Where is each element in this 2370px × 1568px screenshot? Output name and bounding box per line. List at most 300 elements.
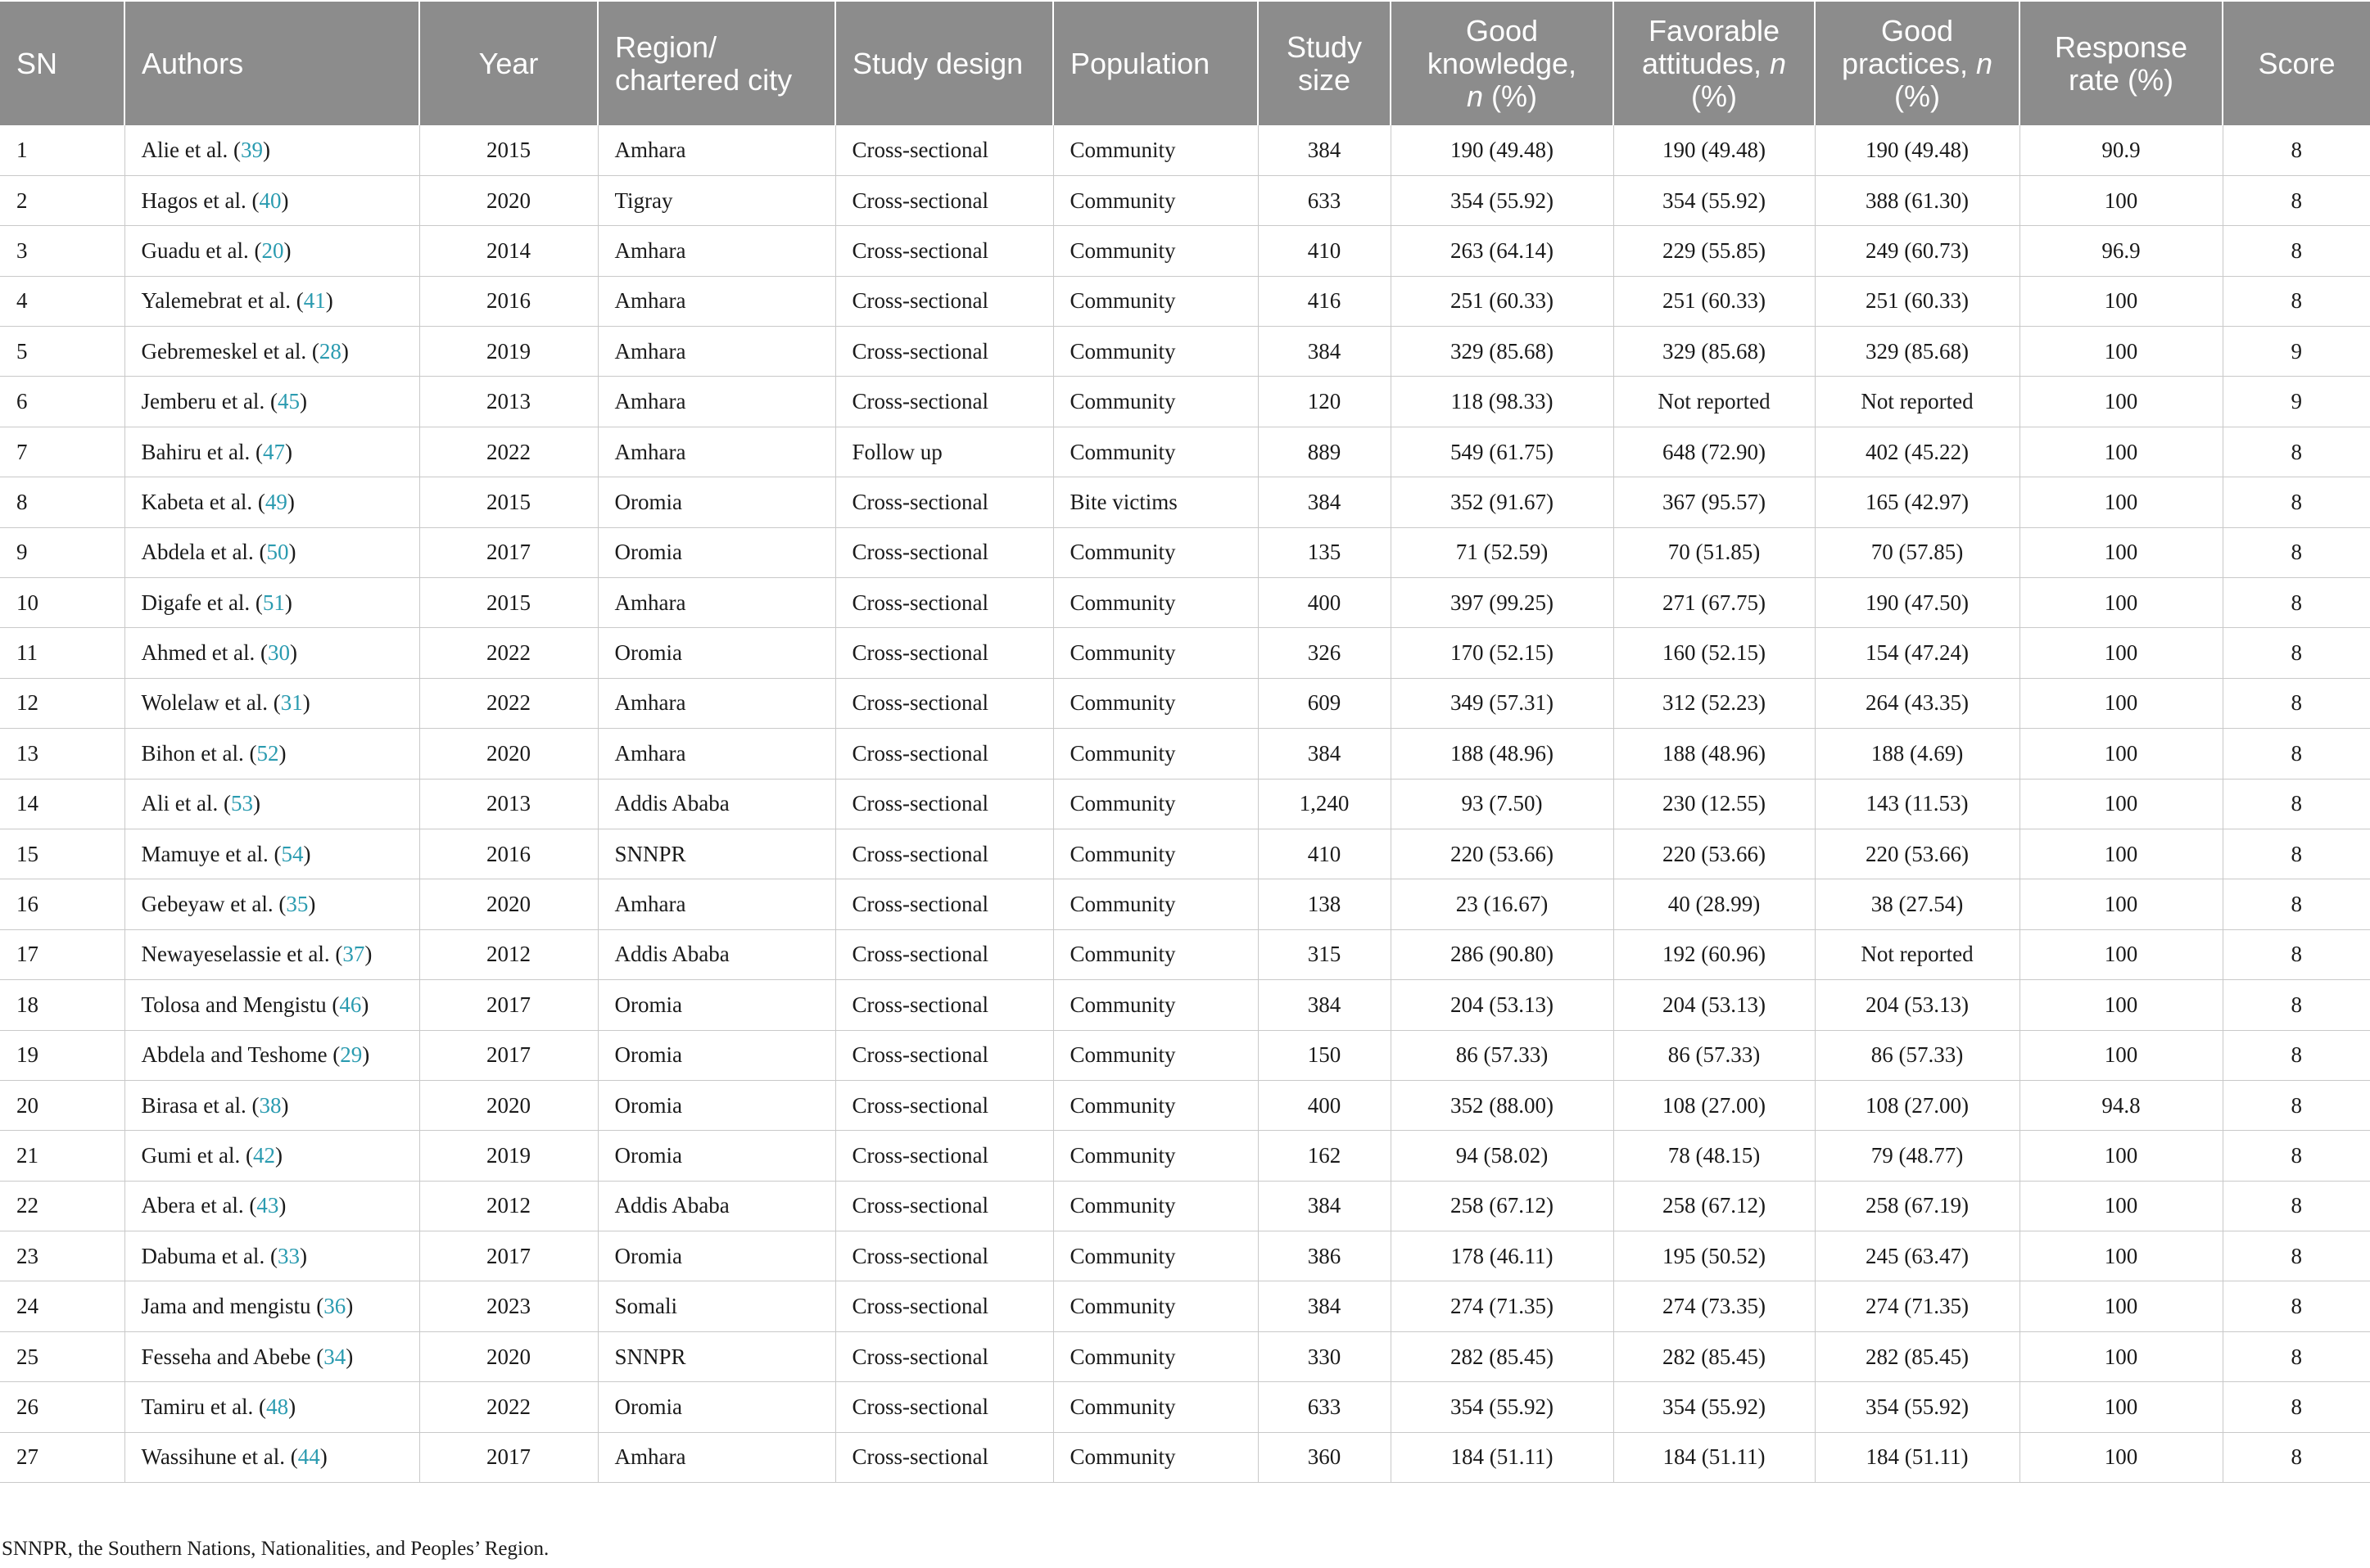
cell-attitudes: Not reported bbox=[1613, 377, 1815, 427]
cell-response: 100 bbox=[2019, 527, 2223, 577]
citation-link[interactable]: 48 bbox=[266, 1394, 289, 1419]
header-year: Year bbox=[419, 2, 598, 125]
cell-practices: 264 (43.35) bbox=[1815, 678, 2019, 728]
citation-link[interactable]: 50 bbox=[266, 540, 289, 565]
cell-knowledge: 263 (64.14) bbox=[1391, 226, 1613, 276]
table-row bbox=[0, 1331, 2370, 1381]
cell-author bbox=[124, 678, 419, 728]
cell-attitudes: 354 (55.92) bbox=[1613, 175, 1815, 225]
table-row bbox=[0, 779, 2370, 829]
citation-link[interactable]: 33 bbox=[277, 1243, 300, 1268]
cell-region: Oromia bbox=[598, 477, 835, 527]
citation-link[interactable]: 37 bbox=[342, 942, 365, 967]
header-population: Population bbox=[1053, 2, 1258, 125]
citation-close: ) bbox=[341, 338, 349, 364]
cell-score: 8 bbox=[2223, 729, 2370, 779]
cell-year: 2022 bbox=[419, 628, 598, 678]
cell-attitudes: 190 (49.48) bbox=[1613, 125, 1815, 175]
cell-design: Cross-sectional bbox=[835, 327, 1053, 377]
cell-practices: 329 (85.68) bbox=[1815, 327, 2019, 377]
header-score: Score bbox=[2223, 2, 2370, 125]
author-name: Hagos et al. ( bbox=[141, 188, 260, 213]
cell-practices: 282 (85.45) bbox=[1815, 1331, 2019, 1381]
cell-author bbox=[124, 427, 419, 477]
cell-size: 315 bbox=[1258, 929, 1391, 979]
cell-population: Community bbox=[1053, 327, 1258, 377]
cell-design: Cross-sectional bbox=[835, 1231, 1053, 1281]
citation-link[interactable]: 28 bbox=[319, 338, 341, 364]
cell-design: Cross-sectional bbox=[835, 1331, 1053, 1381]
citation-link[interactable]: 40 bbox=[259, 188, 282, 213]
cell-year: 2017 bbox=[419, 980, 598, 1030]
cell-region: SNNPR bbox=[598, 829, 835, 879]
citation-close: ) bbox=[288, 1394, 296, 1419]
cell-size: 609 bbox=[1258, 678, 1391, 728]
cell-design: Cross-sectional bbox=[835, 377, 1053, 427]
citation-link[interactable]: 49 bbox=[265, 489, 287, 514]
table-row bbox=[0, 125, 2370, 175]
cell-region: Amhara bbox=[598, 879, 835, 929]
cell-sn: 13 bbox=[0, 729, 124, 779]
cell-practices: 249 (60.73) bbox=[1815, 226, 2019, 276]
table-footnote: SNNPR, the Southern Nations, Nationalities, and Peoples’ Region. bbox=[2, 1538, 550, 1560]
cell-sn: 22 bbox=[0, 1181, 124, 1231]
studies-table bbox=[0, 2, 2370, 1483]
header-knowledge-line1: Good bbox=[1465, 13, 1539, 47]
citation-close: ) bbox=[346, 1344, 354, 1369]
citation-link[interactable]: 47 bbox=[262, 439, 285, 464]
cell-response: 100 bbox=[2019, 879, 2223, 929]
table-row bbox=[0, 729, 2370, 779]
author-name: Jama and mengistu ( bbox=[141, 1294, 324, 1319]
cell-response: 100 bbox=[2019, 980, 2223, 1030]
cell-score: 8 bbox=[2223, 427, 2370, 477]
cell-knowledge: 178 (46.11) bbox=[1391, 1231, 1613, 1281]
cell-sn: 19 bbox=[0, 1030, 124, 1080]
citation-link[interactable]: 39 bbox=[240, 137, 263, 162]
citation-link[interactable]: 20 bbox=[261, 237, 284, 263]
cell-year: 2020 bbox=[419, 729, 598, 779]
cell-size: 416 bbox=[1258, 276, 1391, 326]
cell-size: 384 bbox=[1258, 327, 1391, 377]
author-name: Jemberu et al. ( bbox=[141, 389, 278, 414]
citation-link[interactable]: 45 bbox=[277, 389, 300, 414]
citation-close: ) bbox=[284, 590, 292, 615]
cell-year: 2017 bbox=[419, 1231, 598, 1281]
cell-design: Cross-sectional bbox=[835, 1030, 1053, 1080]
cell-sn: 23 bbox=[0, 1231, 124, 1281]
cell-author bbox=[124, 175, 419, 225]
cell-design: Cross-sectional bbox=[835, 578, 1053, 628]
citation-close: ) bbox=[283, 237, 292, 263]
cell-score: 8 bbox=[2223, 1131, 2370, 1181]
cell-design: Cross-sectional bbox=[835, 929, 1053, 979]
cell-score: 8 bbox=[2223, 477, 2370, 527]
cell-region: Oromia bbox=[598, 628, 835, 678]
author-name: Gumi et al. ( bbox=[141, 1143, 253, 1168]
cell-knowledge: 354 (55.92) bbox=[1391, 1382, 1613, 1432]
cell-design: Cross-sectional bbox=[835, 1131, 1053, 1181]
cell-practices: 251 (60.33) bbox=[1815, 276, 2019, 326]
cell-sn: 21 bbox=[0, 1131, 124, 1181]
header-practices-pct: (%) bbox=[1894, 79, 1940, 113]
author-name: Fesseha and Abebe ( bbox=[141, 1344, 324, 1369]
cell-population: Community bbox=[1053, 527, 1258, 577]
citation-close: ) bbox=[278, 1193, 287, 1218]
cell-attitudes: 184 (51.11) bbox=[1613, 1432, 1815, 1482]
cell-author bbox=[124, 1030, 419, 1080]
cell-year: 2015 bbox=[419, 578, 598, 628]
cell-year: 2023 bbox=[419, 1281, 598, 1331]
cell-practices: 245 (63.47) bbox=[1815, 1231, 2019, 1281]
header-practices-line2: practices, bbox=[1841, 46, 1977, 80]
citation-close: ) bbox=[287, 489, 295, 514]
table-row bbox=[0, 1432, 2370, 1482]
cell-size: 633 bbox=[1258, 175, 1391, 225]
cell-knowledge: 349 (57.31) bbox=[1391, 678, 1613, 728]
cell-design: Cross-sectional bbox=[835, 1181, 1053, 1231]
cell-response: 100 bbox=[2019, 327, 2223, 377]
cell-region: Tigray bbox=[598, 175, 835, 225]
cell-population: Community bbox=[1053, 929, 1258, 979]
cell-population: Community bbox=[1053, 729, 1258, 779]
cell-design: Cross-sectional bbox=[835, 879, 1053, 929]
cell-design: Cross-sectional bbox=[835, 527, 1053, 577]
table-row bbox=[0, 377, 2370, 427]
cell-practices: 204 (53.13) bbox=[1815, 980, 2019, 1030]
cell-year: 2014 bbox=[419, 226, 598, 276]
cell-author bbox=[124, 578, 419, 628]
cell-design: Cross-sectional bbox=[835, 980, 1053, 1030]
cell-year: 2017 bbox=[419, 1432, 598, 1482]
cell-region: Oromia bbox=[598, 527, 835, 577]
cell-author bbox=[124, 527, 419, 577]
cell-response: 100 bbox=[2019, 427, 2223, 477]
cell-sn: 7 bbox=[0, 427, 124, 477]
citation-close: ) bbox=[299, 1243, 307, 1268]
cell-population: Community bbox=[1053, 1181, 1258, 1231]
header-knowledge bbox=[1391, 2, 1613, 125]
cell-score: 9 bbox=[2223, 327, 2370, 377]
cell-sn: 10 bbox=[0, 578, 124, 628]
table-row bbox=[0, 427, 2370, 477]
cell-population: Community bbox=[1053, 226, 1258, 276]
cell-knowledge: 282 (85.45) bbox=[1391, 1331, 1613, 1381]
cell-attitudes: 229 (55.85) bbox=[1613, 226, 1815, 276]
citation-close: ) bbox=[346, 1294, 354, 1319]
header-attitudes-n: n bbox=[1770, 46, 1787, 80]
cell-practices: 354 (55.92) bbox=[1815, 1382, 2019, 1432]
cell-score: 8 bbox=[2223, 276, 2370, 326]
cell-design: Cross-sectional bbox=[835, 779, 1053, 829]
citation-link[interactable]: 44 bbox=[297, 1444, 320, 1470]
citation-link[interactable]: 38 bbox=[259, 1092, 282, 1118]
cell-sn: 2 bbox=[0, 175, 124, 225]
header-knowledge-line2: knowledge, bbox=[1427, 46, 1577, 80]
author-name: Gebremeskel et al. ( bbox=[141, 338, 319, 364]
cell-region: Addis Ababa bbox=[598, 779, 835, 829]
cell-knowledge: 94 (58.02) bbox=[1391, 1131, 1613, 1181]
cell-response: 100 bbox=[2019, 1432, 2223, 1482]
cell-size: 400 bbox=[1258, 1080, 1391, 1130]
author-name: Kabeta et al. ( bbox=[141, 489, 265, 514]
author-name: Mamuye et al. ( bbox=[141, 841, 282, 866]
cell-score: 8 bbox=[2223, 1080, 2370, 1130]
cell-region: Somali bbox=[598, 1281, 835, 1331]
cell-attitudes: 220 (53.66) bbox=[1613, 829, 1815, 879]
author-name: Bihon et al. ( bbox=[141, 740, 257, 766]
citation-link[interactable]: 52 bbox=[256, 740, 279, 766]
cell-population: Community bbox=[1053, 1131, 1258, 1181]
cell-size: 633 bbox=[1258, 1382, 1391, 1432]
cell-knowledge: 251 (60.33) bbox=[1391, 276, 1613, 326]
cell-attitudes: 40 (28.99) bbox=[1613, 879, 1815, 929]
header-size-line1: Study bbox=[1286, 29, 1363, 64]
cell-score: 8 bbox=[2223, 125, 2370, 175]
cell-size: 384 bbox=[1258, 729, 1391, 779]
cell-score: 8 bbox=[2223, 980, 2370, 1030]
cell-practices: 258 (67.19) bbox=[1815, 1181, 2019, 1231]
cell-practices: 165 (42.97) bbox=[1815, 477, 2019, 527]
citation-link[interactable]: 34 bbox=[323, 1344, 346, 1369]
citation-link[interactable]: 31 bbox=[280, 690, 303, 716]
cell-region: SNNPR bbox=[598, 1331, 835, 1381]
cell-year: 2019 bbox=[419, 327, 598, 377]
author-name: Dabuma et al. ( bbox=[141, 1243, 278, 1268]
author-name: Tolosa and Mengistu ( bbox=[141, 992, 340, 1017]
citation-close: ) bbox=[302, 690, 310, 716]
citation-link[interactable]: 30 bbox=[267, 640, 290, 666]
cell-sn: 27 bbox=[0, 1432, 124, 1482]
cell-author bbox=[124, 1131, 419, 1181]
header-response-line2: rate (%) bbox=[2068, 62, 2174, 97]
cell-year: 2020 bbox=[419, 1331, 598, 1381]
cell-author bbox=[124, 1231, 419, 1281]
table-row bbox=[0, 527, 2370, 577]
cell-year: 2013 bbox=[419, 779, 598, 829]
cell-author bbox=[124, 276, 419, 326]
cell-response: 100 bbox=[2019, 678, 2223, 728]
cell-region: Oromia bbox=[598, 1080, 835, 1130]
cell-region: Amhara bbox=[598, 327, 835, 377]
cell-response: 100 bbox=[2019, 377, 2223, 427]
author-name: Gebeyaw et al. ( bbox=[141, 892, 287, 917]
cell-size: 384 bbox=[1258, 477, 1391, 527]
cell-region: Oromia bbox=[598, 1231, 835, 1281]
cell-sn: 8 bbox=[0, 477, 124, 527]
citation-link[interactable]: 46 bbox=[339, 992, 362, 1017]
table-body bbox=[0, 125, 2370, 1483]
citation-close: ) bbox=[281, 188, 289, 213]
cell-knowledge: 397 (99.25) bbox=[1391, 578, 1613, 628]
header-practices-n: n bbox=[1976, 46, 1993, 80]
cell-practices: 86 (57.33) bbox=[1815, 1030, 2019, 1080]
cell-knowledge: 188 (48.96) bbox=[1391, 729, 1613, 779]
cell-practices: 184 (51.11) bbox=[1815, 1432, 2019, 1482]
cell-sn: 11 bbox=[0, 628, 124, 678]
cell-score: 8 bbox=[2223, 879, 2370, 929]
table-row bbox=[0, 1382, 2370, 1432]
cell-attitudes: 258 (67.12) bbox=[1613, 1181, 1815, 1231]
table-row bbox=[0, 327, 2370, 377]
table-row bbox=[0, 175, 2370, 225]
cell-population: Community bbox=[1053, 980, 1258, 1030]
cell-attitudes: 271 (67.75) bbox=[1613, 578, 1815, 628]
cell-score: 8 bbox=[2223, 628, 2370, 678]
cell-population: Community bbox=[1053, 175, 1258, 225]
cell-knowledge: 286 (90.80) bbox=[1391, 929, 1613, 979]
cell-attitudes: 367 (95.57) bbox=[1613, 477, 1815, 527]
cell-response: 90.9 bbox=[2019, 125, 2223, 175]
cell-author bbox=[124, 1331, 419, 1381]
cell-region: Amhara bbox=[598, 578, 835, 628]
cell-response: 96.9 bbox=[2019, 226, 2223, 276]
cell-region: Oromia bbox=[598, 1030, 835, 1080]
cell-population: Community bbox=[1053, 1080, 1258, 1130]
cell-year: 2012 bbox=[419, 929, 598, 979]
cell-population: Community bbox=[1053, 125, 1258, 175]
cell-sn: 25 bbox=[0, 1331, 124, 1381]
author-name: Yalemebrat et al. ( bbox=[141, 288, 304, 314]
cell-score: 8 bbox=[2223, 1432, 2370, 1482]
author-name: Abera et al. ( bbox=[141, 1193, 257, 1218]
cell-size: 120 bbox=[1258, 377, 1391, 427]
citation-close: ) bbox=[289, 640, 297, 666]
header-attitudes-line1: Favorable bbox=[1648, 13, 1780, 47]
cell-knowledge: 354 (55.92) bbox=[1391, 175, 1613, 225]
cell-knowledge: 329 (85.68) bbox=[1391, 327, 1613, 377]
header-region-line2: chartered city bbox=[615, 62, 793, 97]
author-name: Wolelaw et al. ( bbox=[141, 690, 281, 716]
table-row bbox=[0, 1231, 2370, 1281]
cell-author bbox=[124, 226, 419, 276]
table-row bbox=[0, 678, 2370, 728]
cell-author bbox=[124, 929, 419, 979]
citation-link[interactable]: 43 bbox=[256, 1193, 279, 1218]
citation-link[interactable]: 53 bbox=[230, 791, 253, 816]
cell-attitudes: 204 (53.13) bbox=[1613, 980, 1815, 1030]
cell-size: 384 bbox=[1258, 980, 1391, 1030]
cell-population: Community bbox=[1053, 1432, 1258, 1482]
cell-year: 2020 bbox=[419, 879, 598, 929]
cell-design: Cross-sectional bbox=[835, 175, 1053, 225]
citation-close: ) bbox=[319, 1444, 328, 1470]
citation-close: ) bbox=[274, 1143, 283, 1168]
header-response-line1: Response bbox=[2054, 29, 2188, 64]
cell-attitudes: 282 (85.45) bbox=[1613, 1331, 1815, 1381]
citation-close: ) bbox=[308, 892, 316, 917]
citation-link[interactable]: 42 bbox=[252, 1143, 275, 1168]
cell-score: 8 bbox=[2223, 929, 2370, 979]
cell-author bbox=[124, 829, 419, 879]
cell-design: Cross-sectional bbox=[835, 829, 1053, 879]
cell-design: Cross-sectional bbox=[835, 276, 1053, 326]
cell-sn: 4 bbox=[0, 276, 124, 326]
cell-size: 330 bbox=[1258, 1331, 1391, 1381]
cell-knowledge: 352 (88.00) bbox=[1391, 1080, 1613, 1130]
cell-population: Community bbox=[1053, 779, 1258, 829]
cell-score: 8 bbox=[2223, 1331, 2370, 1381]
cell-sn: 24 bbox=[0, 1281, 124, 1331]
cell-score: 8 bbox=[2223, 1181, 2370, 1231]
cell-year: 2015 bbox=[419, 477, 598, 527]
citation-link[interactable]: 29 bbox=[340, 1042, 363, 1068]
cell-knowledge: 258 (67.12) bbox=[1391, 1181, 1613, 1231]
header-knowledge-pct: (%) bbox=[1483, 79, 1538, 113]
cell-practices: 388 (61.30) bbox=[1815, 175, 2019, 225]
author-name: Ahmed et al. ( bbox=[141, 640, 268, 666]
cell-practices: 154 (47.24) bbox=[1815, 628, 2019, 678]
author-name: Abdela et al. ( bbox=[141, 540, 267, 565]
cell-practices: 79 (48.77) bbox=[1815, 1131, 2019, 1181]
cell-practices: 70 (57.85) bbox=[1815, 527, 2019, 577]
citation-link[interactable]: 41 bbox=[303, 288, 326, 314]
cell-knowledge: 204 (53.13) bbox=[1391, 980, 1613, 1030]
cell-sn: 6 bbox=[0, 377, 124, 427]
cell-year: 2017 bbox=[419, 1030, 598, 1080]
cell-population: Community bbox=[1053, 276, 1258, 326]
cell-size: 384 bbox=[1258, 125, 1391, 175]
cell-sn: 3 bbox=[0, 226, 124, 276]
author-name: Guadu et al. ( bbox=[141, 237, 262, 263]
cell-score: 8 bbox=[2223, 527, 2370, 577]
header-attitudes-pct: (%) bbox=[1691, 79, 1737, 113]
cell-author bbox=[124, 729, 419, 779]
citation-link[interactable]: 51 bbox=[262, 590, 285, 615]
cell-knowledge: 274 (71.35) bbox=[1391, 1281, 1613, 1331]
cell-size: 384 bbox=[1258, 1281, 1391, 1331]
cell-score: 8 bbox=[2223, 226, 2370, 276]
cell-response: 100 bbox=[2019, 829, 2223, 879]
cell-score: 8 bbox=[2223, 175, 2370, 225]
table-row bbox=[0, 578, 2370, 628]
cell-attitudes: 70 (51.85) bbox=[1613, 527, 1815, 577]
citation-close: ) bbox=[325, 288, 333, 314]
cell-response: 100 bbox=[2019, 729, 2223, 779]
table-row bbox=[0, 477, 2370, 527]
cell-attitudes: 195 (50.52) bbox=[1613, 1231, 1815, 1281]
cell-author bbox=[124, 1181, 419, 1231]
cell-size: 386 bbox=[1258, 1231, 1391, 1281]
cell-practices: 274 (71.35) bbox=[1815, 1281, 2019, 1331]
table-row bbox=[0, 1030, 2370, 1080]
citation-link[interactable]: 36 bbox=[323, 1294, 346, 1319]
cell-population: Community bbox=[1053, 377, 1258, 427]
citation-link[interactable]: 54 bbox=[281, 841, 304, 866]
cell-response: 100 bbox=[2019, 1331, 2223, 1381]
cell-sn: 12 bbox=[0, 678, 124, 728]
citation-close: ) bbox=[278, 740, 287, 766]
header-practices bbox=[1815, 2, 2019, 125]
cell-attitudes: 354 (55.92) bbox=[1613, 1382, 1815, 1432]
cell-sn: 9 bbox=[0, 527, 124, 577]
cell-attitudes: 192 (60.96) bbox=[1613, 929, 1815, 979]
cell-design: Follow up bbox=[835, 427, 1053, 477]
cell-score: 9 bbox=[2223, 377, 2370, 427]
cell-region: Amhara bbox=[598, 276, 835, 326]
cell-design: Cross-sectional bbox=[835, 226, 1053, 276]
cell-region: Addis Ababa bbox=[598, 929, 835, 979]
cell-practices: 220 (53.66) bbox=[1815, 829, 2019, 879]
cell-author bbox=[124, 980, 419, 1030]
citation-link[interactable]: 35 bbox=[286, 892, 309, 917]
cell-attitudes: 160 (52.15) bbox=[1613, 628, 1815, 678]
table-row bbox=[0, 226, 2370, 276]
cell-sn: 20 bbox=[0, 1080, 124, 1130]
header-knowledge-n: n bbox=[1466, 79, 1484, 113]
header-attitudes-line2: attitudes, bbox=[1641, 46, 1771, 80]
cell-knowledge: 549 (61.75) bbox=[1391, 427, 1613, 477]
